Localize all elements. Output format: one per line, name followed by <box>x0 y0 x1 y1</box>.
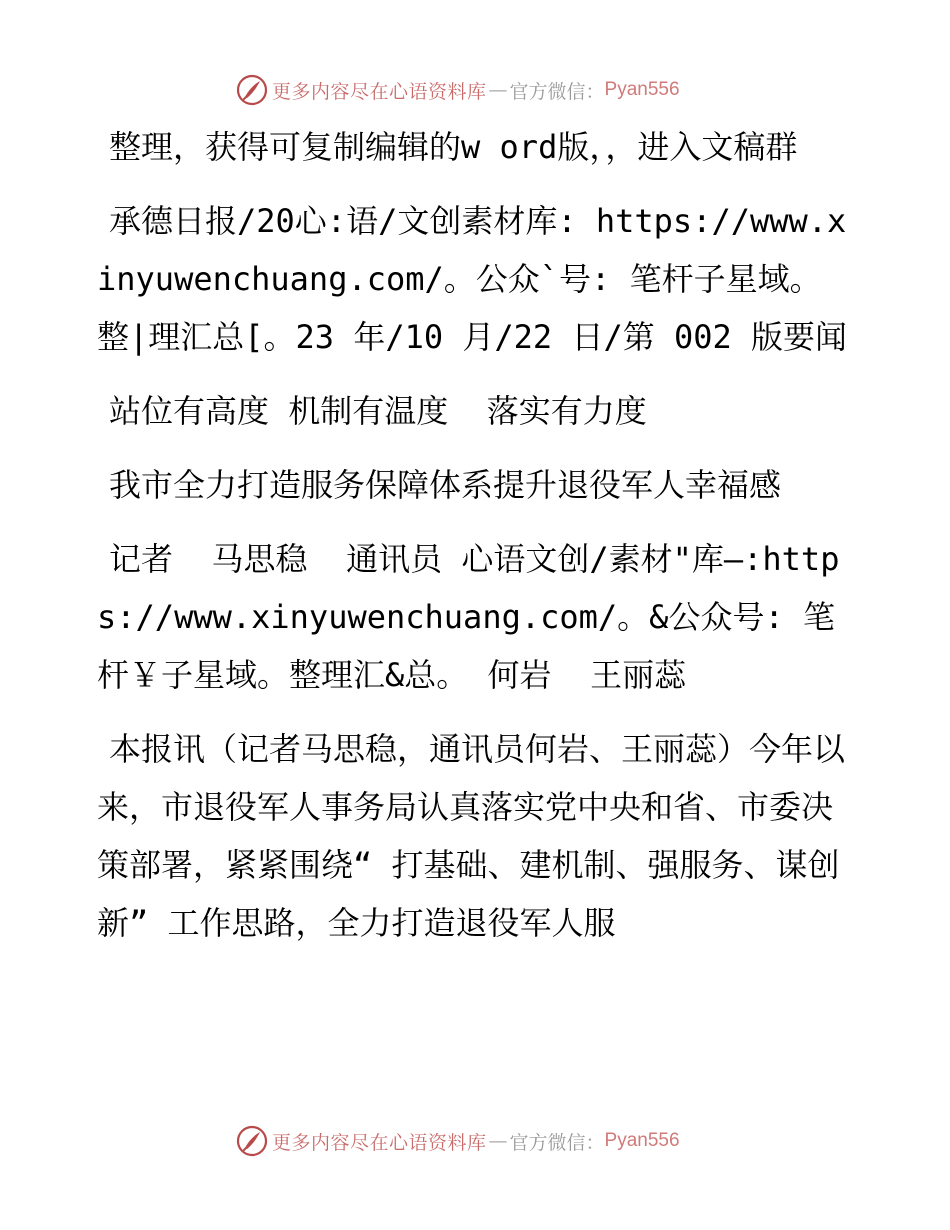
header-watermark <box>236 73 680 107</box>
footer-watermark <box>236 1124 680 1158</box>
watermark-wechat-id: Pyan556 <box>604 1130 680 1151</box>
watermark-separator: — <box>488 1130 508 1152</box>
quill-logo-icon <box>236 1125 268 1157</box>
document-body <box>97 118 857 968</box>
watermark-official-label: 官方微信： <box>509 80 605 103</box>
watermark-site-text: 更多内容尽在心语资料库 <box>272 1131 487 1154</box>
quill-logo-icon <box>236 74 268 106</box>
watermark-wechat-id: Pyan556 <box>604 79 680 100</box>
paragraph-body: 本报讯（记者马思稳，通讯员何岩、王丽蕊）今年以来，市退役军人事务局认真落实党中央和省、市委决策部署，紧紧围绕“ 打基础、建机制、强服务、谋创新” 工作思路，全力打造退役军人服 <box>97 730 846 942</box>
watermark-site-text: 更多内容尽在心语资料库 <box>272 80 487 103</box>
paragraph-intro: 整理，获得可复制编辑的w ord版，，进入文稿群 <box>109 128 798 166</box>
paragraph-byline: 记者 马思稳 通讯员 心语文创/素材"库—:https://www.xinyuwenchuang.com/。&公众号: 笔杆￥子星域。整理汇&总。 何岩 王丽蕊 <box>97 540 840 694</box>
paragraph-headline: 我市全力打造服务保障体系提升退役军人幸福感 <box>109 466 782 504</box>
watermark-separator: — <box>488 79 508 101</box>
paragraph-source: 承德日报/20心:语/文创素材库: https://www.xinyuwenchuang.com/。公众`号: 笔杆子星域。整|理汇总[。23 年/10 月/22 日/第 002 版要闻 <box>97 202 848 356</box>
watermark-official-label: 官方微信： <box>509 1131 605 1154</box>
paragraph-subtitle: 站位有高度 机制有温度 落实有力度 <box>109 392 647 430</box>
